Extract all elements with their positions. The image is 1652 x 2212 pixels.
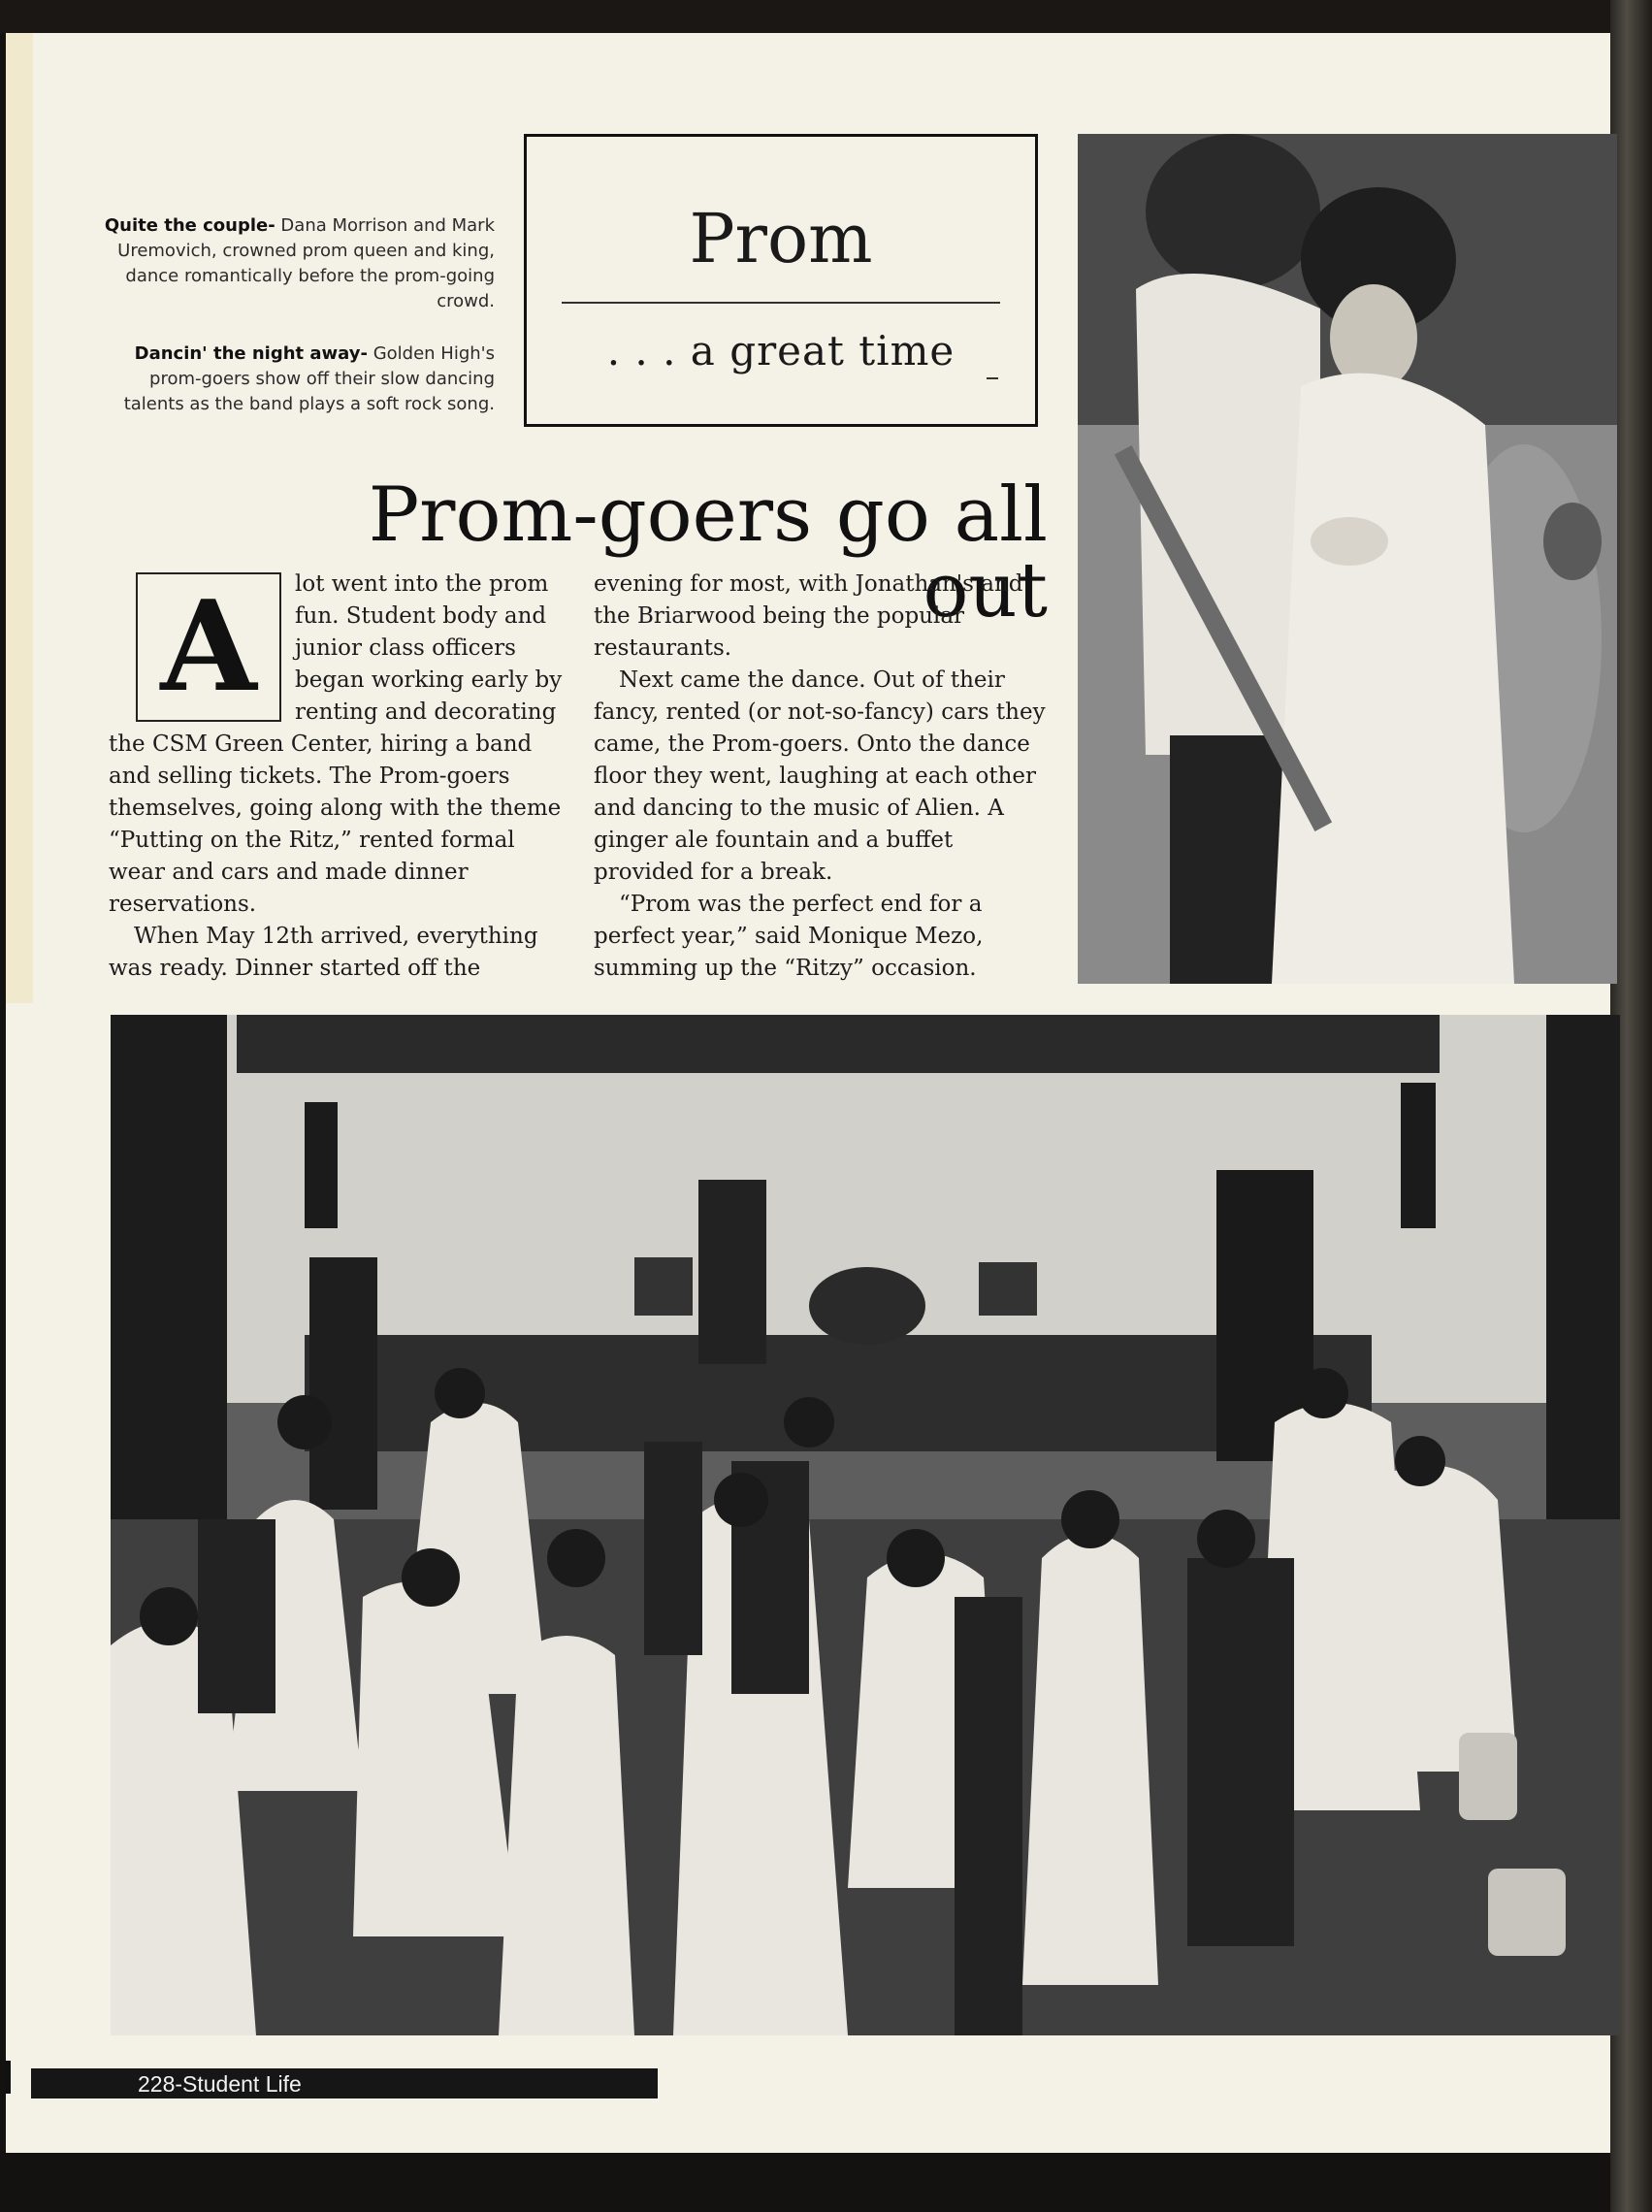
- folio-label: 228-Student Life: [138, 2071, 302, 2097]
- scan-top-edge: [0, 0, 1652, 33]
- article-headline: Prom-goers go all out: [368, 472, 1048, 634]
- article-paragraph: lot went into the prom fun. Student body and junior class officers began working early by renting and decorating the CSM Green Center, hiring a band and selling tickets. The Prom-goers themselves, going along with the theme “Putting on the Ritz,” rented formal wear and cars and made dinner reservations.: [109, 571, 563, 917]
- article-column-2: [594, 569, 1050, 985]
- article-paragraph: Next came the dance. Out of their fancy, rented (or not-so-fancy) cars they came, the Prom-goers. Onto the dance floor they went, laughing at each other and dancing to the music of Alien. A ginger ale fountain and a buffet provided for a break.: [594, 667, 1046, 885]
- photo-couple-illustration: [1078, 134, 1617, 984]
- caption-dancing-lead: Dancin' the night away-: [134, 343, 368, 364]
- article-paragraph: When May 12th arrived, everything was ready. Dinner started off the: [109, 924, 538, 981]
- title-divider: [562, 302, 1000, 304]
- caption-couple: [97, 213, 495, 314]
- caption-couple-lead: Quite the couple-: [104, 215, 275, 236]
- photo-prom-king-queen: [1078, 134, 1617, 984]
- page-edge-tint: [6, 33, 33, 1003]
- drop-cap-spacer: [109, 569, 295, 729]
- caption-dancing: [97, 342, 495, 417]
- article-column-1: [109, 569, 567, 985]
- photo-dance-illustration: [111, 1015, 1620, 2035]
- folio-bar: [31, 2068, 658, 2098]
- caption-dancing-text: Golden High's prom-goers show off their slow dancing talents as the band plays a soft rock song.: [123, 343, 495, 414]
- section-title: Prom: [689, 199, 873, 278]
- drop-cap: A: [136, 572, 281, 722]
- article-paragraph: “Prom was the perfect end for a perfect year,” said Monique Mezo, summing up the “Ritzy” occasion.: [594, 892, 984, 981]
- photo-dance-floor: [111, 1015, 1620, 2035]
- article-paragraph: evening for most, with Jonathan's and the Briarwood being the popular restaurants.: [594, 571, 1023, 661]
- section-subtitle: . . . a great time: [606, 327, 956, 374]
- dash-mark: [987, 377, 998, 379]
- title-box: [524, 134, 1038, 427]
- caption-couple-text: Dana Morrison and Mark Uremovich, crowned prom queen and king, dance romantically before the prom-going crowd.: [117, 215, 495, 311]
- page-margin-mark: [6, 2061, 11, 2094]
- photo-captions: [97, 213, 495, 444]
